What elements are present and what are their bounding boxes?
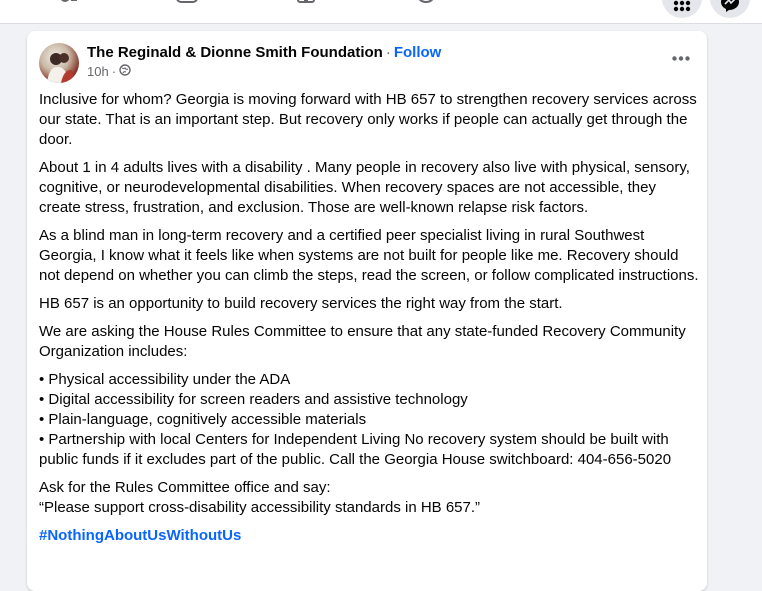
follow-button[interactable]: Follow [393, 44, 442, 61]
video-icon[interactable] [174, 0, 200, 12]
post-timestamp[interactable]: 10h [87, 64, 109, 79]
post-meta [87, 64, 131, 79]
more-options-icon[interactable] [669, 50, 693, 66]
globe-icon[interactable] [119, 64, 131, 79]
menu-grid-icon[interactable] [662, 0, 702, 18]
closing-line: Ask for the Rules Committee office and say: [39, 479, 331, 496]
post-paragraph: Inclusive for whom? Georgia is moving forward with HB 657 to strengthen recovery services across our state. That is an important step. But recovery only works if people can actually get through the door. [39, 91, 697, 148]
bullet-list [39, 370, 699, 470]
top-navigation-bar [0, 0, 762, 24]
messenger-icon[interactable] [710, 0, 750, 18]
hashtag-link[interactable]: #NothingAboutUsWithoutUs [39, 527, 242, 544]
bullet-item: • Partnership with local Centers for Independent Living No recovery system should be built with public funds if it excludes part of the public. Call the Georgia House switchboard: 404-656-5020 [39, 431, 672, 468]
bullet-item: • Digital accessibility for screen readers and assistive technology [39, 391, 468, 408]
post-paragraph: We are asking the House Rules Committee to ensure that any state-funded Recovery Community Organization includes: [39, 323, 686, 360]
post-paragraph: About 1 in 4 adults lives with a disability . Many people in recovery also live with physical, sensory, cognitive, or neurodevelopmental disabilities. When recovery spaces are not accessible, they create stress, frustration, and exclusion. Those are well-known relapse risk factors. [39, 159, 690, 216]
bullet-item: • Physical accessibility under the ADA [39, 371, 291, 388]
marketplace-icon[interactable] [293, 0, 319, 12]
timestamp-separator: · [111, 64, 117, 79]
closing-quote: “Please support cross-disability accessibility standards in HB 657.” [39, 499, 481, 516]
author-name[interactable]: The Reginald & Dionne Smith Foundation [87, 44, 383, 61]
post-header-title [87, 44, 441, 61]
feed-post [27, 31, 707, 591]
post-paragraph: HB 657 is an opportunity to build recovery services the right way from the start. [39, 295, 563, 312]
groups-icon[interactable] [55, 0, 81, 12]
avatar[interactable] [39, 43, 79, 83]
post-paragraph: As a blind man in long-term recovery and a certified peer specialist living in rural Southwest Georgia, I know what it feels like when systems are not built for people like me. Recovery should not depend on whether you can climb the steps, read the screen, or follow complicated instructions. [39, 227, 699, 284]
closing-text [39, 478, 699, 518]
bullet-item: • Plain-language, cognitively accessible materials [39, 411, 367, 428]
gaming-icon[interactable] [413, 0, 439, 12]
post-body [39, 90, 699, 554]
separator-dot: · [385, 44, 391, 61]
